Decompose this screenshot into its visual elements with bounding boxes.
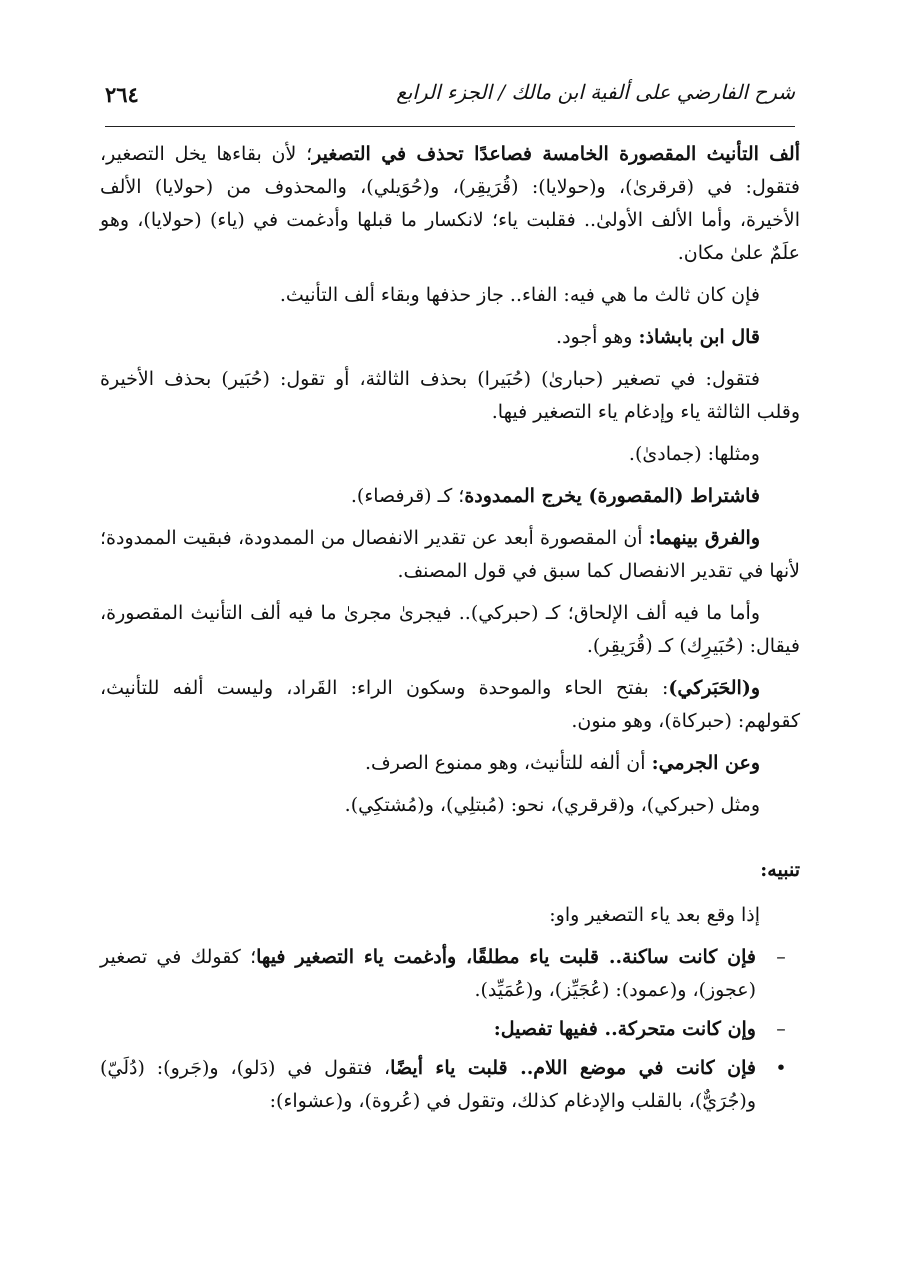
paragraph-lead: وعن الجرمي: bbox=[651, 752, 760, 774]
dash-bullet-icon: – bbox=[776, 1018, 786, 1040]
paragraph-text: ؛ لأن بقاءها يخل التصغير، فتقول: في (قرقرىٰ)، و(حولايا): (قُرَيقِر)، و(حُوَيلي)، والمحذوف من (حولايا) الألف الأخيرة، وأما الألف الأولىٰ.. فقلبت ياء؛ لانكسار ما قبلها وأدغمت في (ياء) (حولايا)، وهو علَمٌ علىٰ مكان. bbox=[100, 143, 800, 264]
paragraph-text: فإن كان ثالث ما هي فيه: الفاء.. جاز حذفها وبقاء ألف التأنيث. bbox=[279, 284, 760, 306]
paragraph-lead: والفرق بينهما: bbox=[648, 527, 760, 549]
list-item-lead: وإن كانت متحركة.. ففيها تفصيل: bbox=[493, 1018, 756, 1040]
notice-intro: إذا وقع بعد ياء التصغير واو: bbox=[549, 904, 760, 926]
list-item bbox=[100, 1013, 800, 1046]
paragraph-text: : بفتح الحاء والموحدة وسكون الراء: القَراد، وليست ألفه للتأنيث، كقولهم: (حبركاة)، وهو منون. bbox=[100, 677, 800, 732]
paragraph bbox=[100, 480, 800, 513]
paragraph-text: وهو أجود. bbox=[556, 326, 639, 348]
paragraph bbox=[100, 138, 800, 270]
paragraph-text: ومثل (حبركي)، و(قرقري)، نحو: (مُبتلِي)، و(مُشتكِي). bbox=[344, 794, 760, 816]
paragraph-lead: قال ابن بابشاذ: bbox=[638, 326, 760, 348]
paragraph-text: أن ألفه للتأنيث، وهو ممنوع الصرف. bbox=[364, 752, 652, 774]
running-header bbox=[105, 74, 795, 120]
paragraph bbox=[100, 279, 800, 312]
notice-list bbox=[100, 941, 800, 1118]
list-item-lead: فإن كانت في موضع اللام.. قلبت ياء أيضًا bbox=[390, 1057, 756, 1079]
paragraph-lead: ألف التأنيث المقصورة الخامسة فصاعدًا تحذف في التصغير bbox=[312, 143, 800, 165]
paragraph-text: فتقول: في تصغير (حبارىٰ) (حُبَيرا) بحذف الثالثة، أو تقول: (حُبَير) بحذف الأخيرة وقلب الثالثة ياء وإدغام ياء التصغير فيها. bbox=[100, 368, 800, 423]
paragraph-text: ؛ كـ (قرفصاء). bbox=[350, 485, 465, 507]
body-text bbox=[100, 138, 800, 1124]
paragraph bbox=[100, 672, 800, 738]
paragraph-text: وأما ما فيه ألف الإلحاق؛ كـ (حبركي).. فيجرىٰ مجرىٰ ما فيه ألف التأنيث المقصورة، فيقال: (حُبَيرِك) كـ (قُرَيقِر). bbox=[100, 602, 800, 657]
running-title: شرح الفارضي على ألفية ابن مالك / الجزء الرابع bbox=[396, 80, 795, 104]
dash-bullet-icon: – bbox=[776, 946, 786, 968]
paragraph-text: ومثلها: (جمادىٰ). bbox=[628, 443, 760, 465]
notice-heading: تنبيه: bbox=[760, 859, 800, 881]
list-item bbox=[100, 1052, 800, 1118]
paragraph bbox=[100, 747, 800, 780]
paragraph-text: أن المقصورة أبعد عن تقدير الانفصال من الممدودة، فبقيت الممدودة؛ لأنها في تقدير الانفصال كما سبق في قول المصنف. bbox=[100, 527, 800, 582]
list-item-text: ، فتقول في (دَلو)، و(جَرو): (دُلَيّ) و(جُرَيٌّ)، بالقلب والإدغام كذلك، وتقول في (عُروة)، و(عشواء): bbox=[100, 1057, 756, 1112]
paragraph bbox=[100, 363, 800, 429]
list-item-lead: فإن كانت ساكنة.. قلبت ياء مطلقًا، وأدغمت ياء التصغير فيها bbox=[256, 946, 756, 968]
paragraph bbox=[100, 789, 800, 822]
list-item-text: ؛ كقولك في تصغير (عجوز)، و(عمود): (عُجَيِّز)، و(عُمَيِّد). bbox=[100, 946, 756, 1001]
paragraph bbox=[100, 438, 800, 471]
dot-bullet-icon: • bbox=[775, 1057, 787, 1079]
paragraph bbox=[100, 522, 800, 588]
paragraph-lead: فاشتراط (المقصورة) يخرج الممدودة bbox=[464, 485, 760, 507]
paragraph bbox=[100, 597, 800, 663]
paragraph bbox=[100, 321, 800, 354]
page-number: ٢٦٤ bbox=[105, 82, 139, 107]
list-item bbox=[100, 941, 800, 1007]
paragraph-lead: و(الحَبَركي) bbox=[668, 677, 760, 699]
header-divider bbox=[105, 126, 795, 127]
